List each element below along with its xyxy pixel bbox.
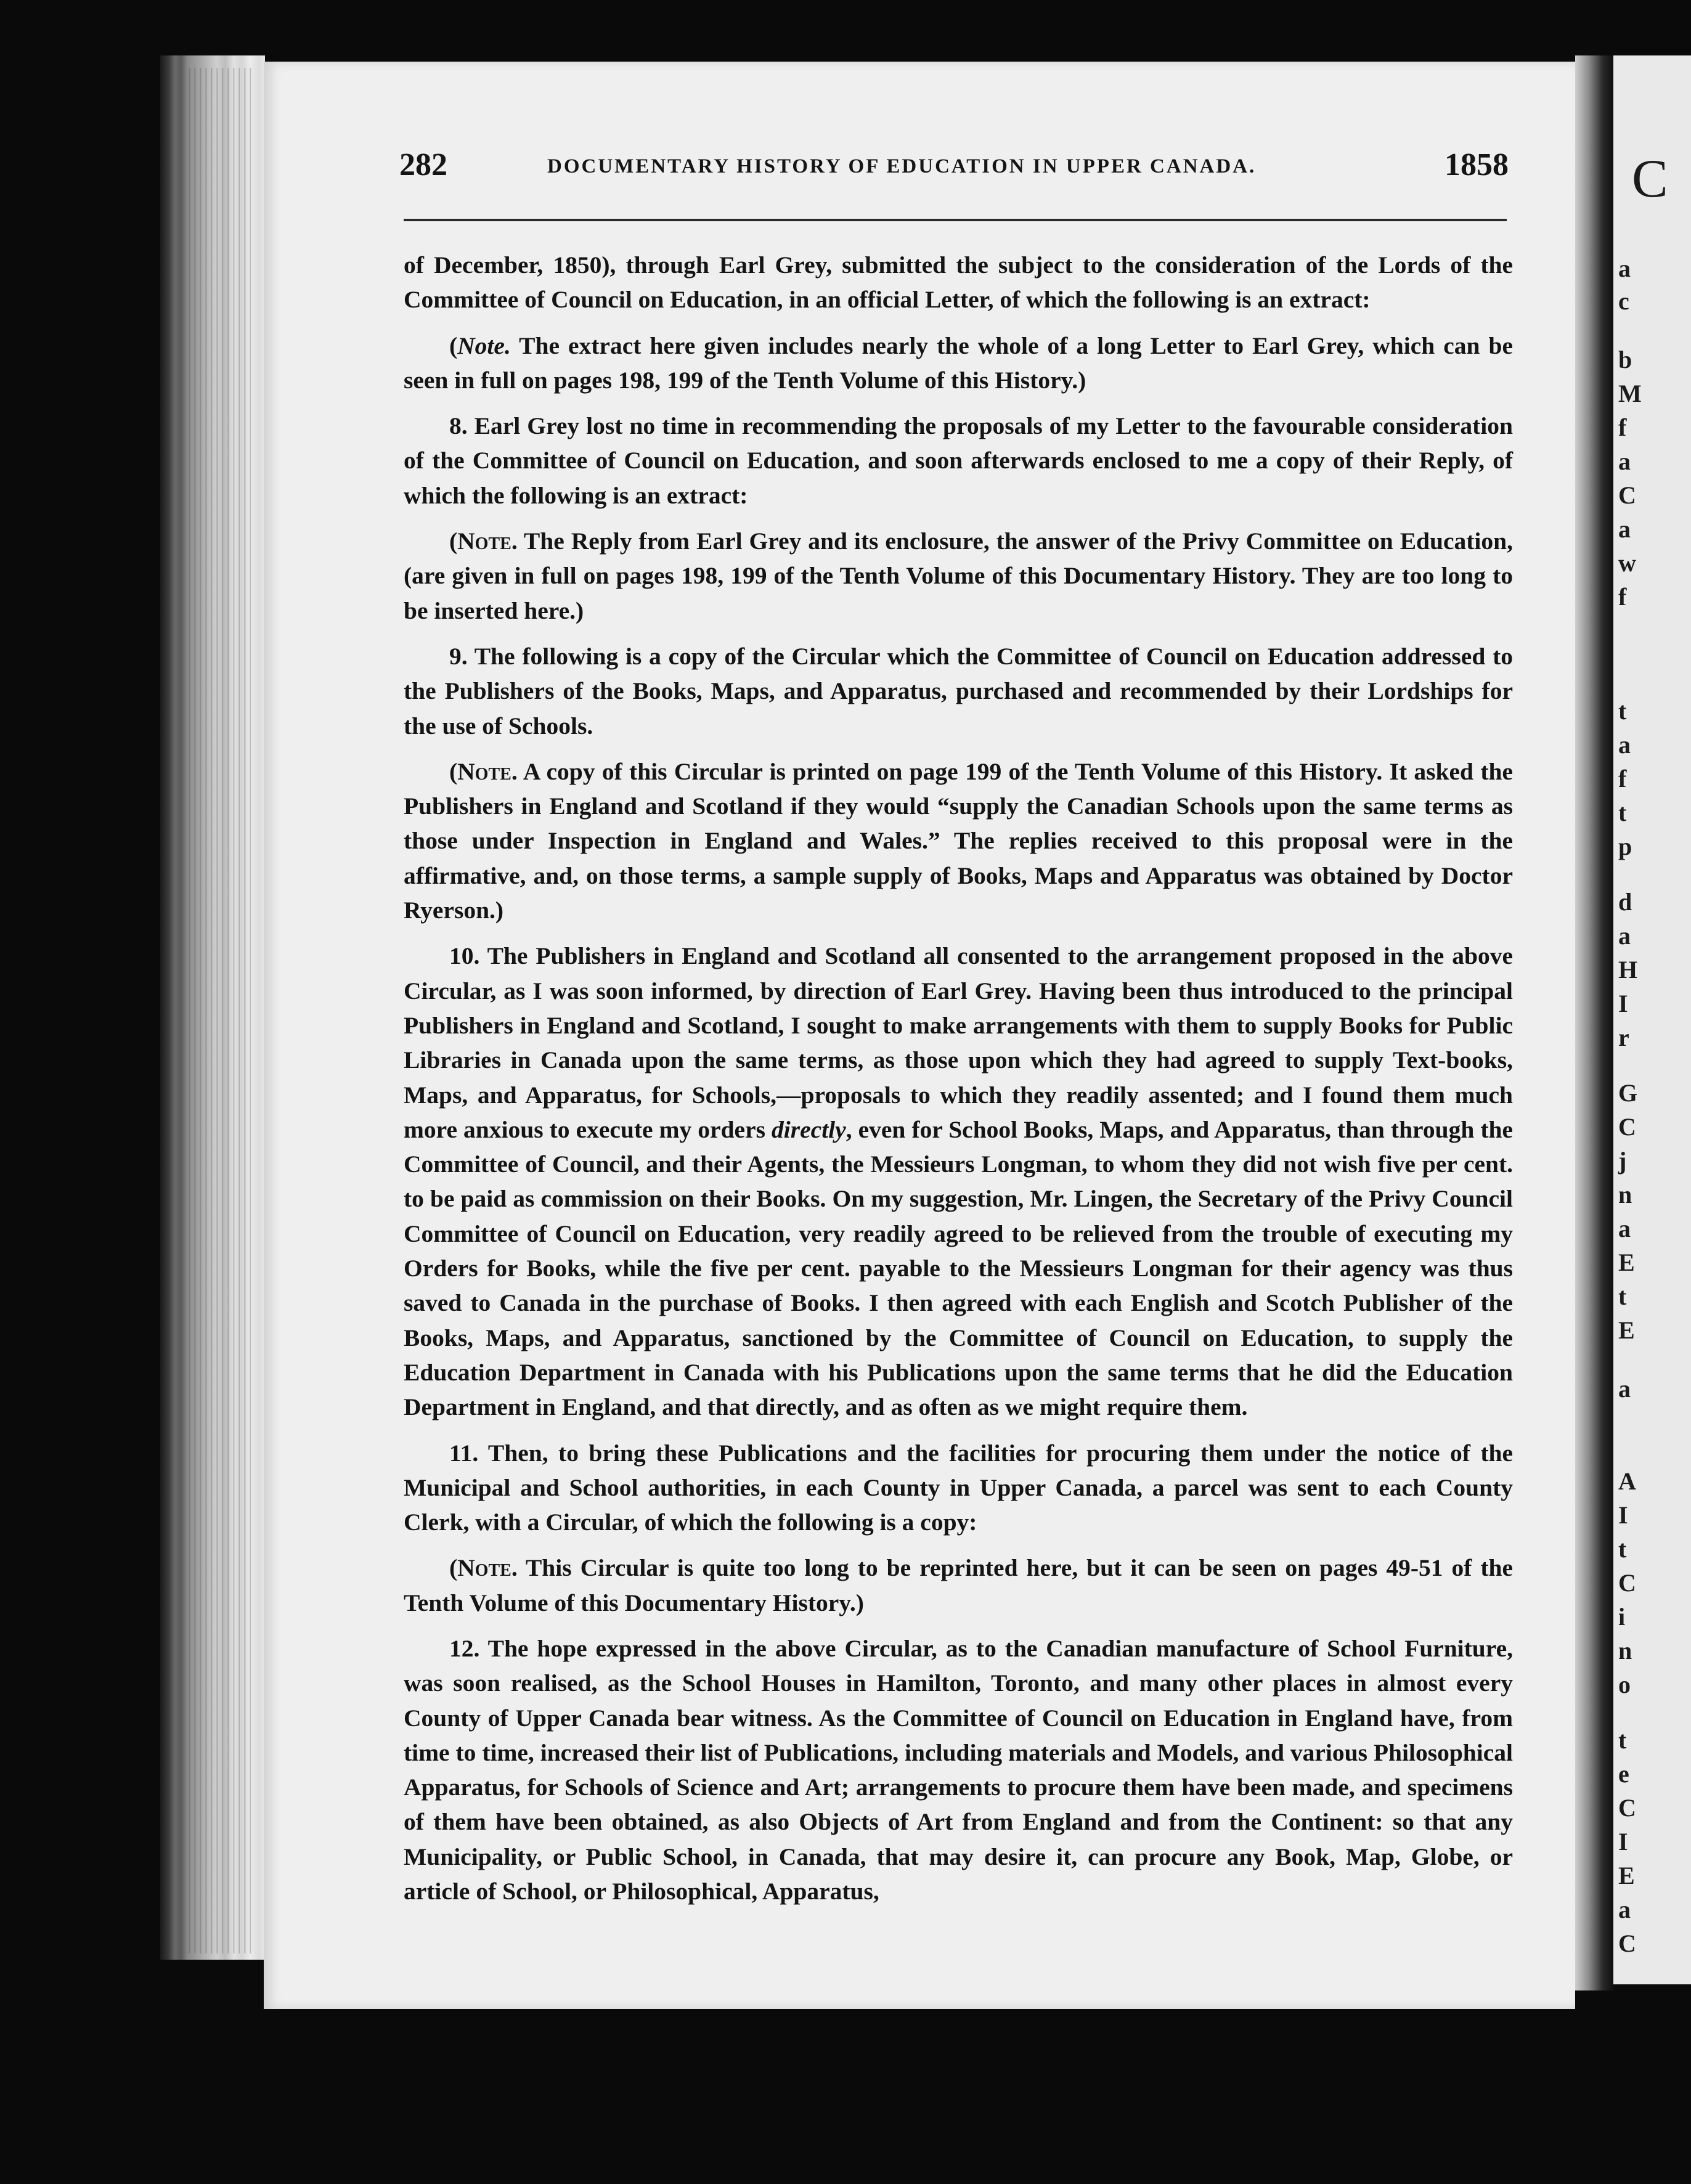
next-page-letter: a xyxy=(1618,515,1631,543)
note-text: A copy of this Circular is printed on page 199 of the Tenth Volume of this History. It asked the Publishers in England and Scotland if they would “supply the Canadian Schools upon the same terms as those under Inspection in England and Wales.” The replies received to this proposal were in the affirmative, and, on those terms, a sample supply of Books, Maps and Apparatus was obtained by Doctor Ryerson.) xyxy=(404,757,1513,924)
paragraph-text: 10. The Publishers in England and Scotland all consented to the arrangement proposed in the above Circular, as I was soon informed, by direction of Earl Grey. Having been thus introduced to the principal Publishers in England and Scotland, I sought to make arrangements with them to supply Books for Public Libraries in Canada upon the same terms, as those upon which they had agreed to supply Text-books, Maps, and Apparatus, for Schools,—proposals to which they readily assented; and I found them much more anxious to execute my orders xyxy=(404,942,1513,1143)
next-page-letter: a xyxy=(1618,922,1631,950)
note-open-paren: ( xyxy=(449,528,458,555)
next-page-letter: t xyxy=(1618,799,1627,826)
next-page-letter: t xyxy=(1618,1282,1627,1310)
next-page-letter: A xyxy=(1618,1467,1636,1495)
note-text: This Circular is quite too long to be reprinted here, but it can be seen on pages 49-51 of the Tenth Volume of this Documentary History.) xyxy=(404,1554,1513,1616)
next-page-letter: H xyxy=(1618,956,1638,984)
next-page-letter: E xyxy=(1618,1862,1635,1889)
next-page-letter: C xyxy=(1618,1794,1636,1822)
gutter-shadow xyxy=(1575,55,1615,1990)
next-page-letter: f xyxy=(1618,414,1627,441)
next-page-letter: t xyxy=(1618,1726,1627,1754)
note-label: Note. xyxy=(457,528,518,555)
note-label: Note. xyxy=(457,332,511,359)
paragraph: 8. Earl Grey lost no time in recommending the proposals of my Letter to the favourable consideration of the Committee of Council on Education, and soon afterwards enclosed to me a copy of their Reply, of which the following is an extract: xyxy=(404,412,1513,509)
next-page-letter: p xyxy=(1618,833,1632,860)
note-label: Note. xyxy=(457,1554,518,1582)
next-page-letter: G xyxy=(1618,1079,1638,1107)
note-open-paren: ( xyxy=(449,332,458,359)
next-page-letter: o xyxy=(1618,1671,1631,1698)
book-edge-lines xyxy=(185,68,253,1954)
page-number: 282 xyxy=(399,147,447,182)
next-page-letter: I xyxy=(1618,990,1628,1017)
note-text: The Reply from Earl Grey and its enclosure, the answer of the Privy Committee on Education, (are given in full on pages 198, 199 of the Tenth Volume of this Documentary History. They are too long to be inserted here.) xyxy=(404,528,1513,624)
next-page-letter: a xyxy=(1618,447,1631,475)
next-page-letter: C xyxy=(1618,1929,1636,1957)
note-paragraph xyxy=(404,754,1513,927)
next-page-letter: e xyxy=(1618,1760,1629,1788)
paragraph: 9. The following is a copy of the Circular which the Committee of Council on Education addressed to the Publishers of the Books, Maps, and Apparatus, purchased and recommended by their Lordships for the use of Schools. xyxy=(404,642,1513,740)
next-page-letter: t xyxy=(1618,697,1627,725)
next-page-letter: E xyxy=(1618,1249,1635,1276)
next-page-letter: t xyxy=(1618,1535,1627,1563)
next-page-letter: M xyxy=(1618,380,1642,407)
next-page-letter: a xyxy=(1618,731,1631,759)
running-title: DOCUMENTARY HISTORY OF EDUCATION IN UPPER CANADA. xyxy=(547,155,1257,177)
note-open-paren: ( xyxy=(449,1554,458,1582)
next-page-fragment xyxy=(1613,55,1691,1984)
next-page-letter: I xyxy=(1618,1828,1628,1856)
next-page-letter: C xyxy=(1618,481,1636,509)
next-page-letter: n xyxy=(1618,1181,1632,1208)
paragraph: 11. Then, to bring these Publications and the facilities for procuring them under the notice of the Municipal and School authorities, in each County in Upper Canada, a parcel was sent to each County Clerk, with a Circular, of which the following is a copy: xyxy=(404,1439,1513,1536)
note-open-paren: ( xyxy=(449,757,458,785)
next-page-letter: a xyxy=(1618,1215,1631,1242)
paragraph xyxy=(404,939,1513,1424)
next-page-letter: r xyxy=(1618,1024,1629,1051)
note-paragraph xyxy=(404,524,1513,628)
header-rule xyxy=(404,219,1507,221)
next-page-letter: a xyxy=(1618,1896,1631,1923)
note-label: Note. xyxy=(457,757,518,785)
running-year: 1858 xyxy=(1444,147,1509,182)
next-page-letter: I xyxy=(1618,1501,1628,1529)
next-page-letter: w xyxy=(1618,549,1636,577)
next-page-letter: c xyxy=(1618,287,1629,315)
paragraph: of December, 1850), through Earl Grey, submitted the subject to the consideration of the Lords of the Committee of Council on Education, in an official Letter, of which the following is an extract: xyxy=(404,251,1513,314)
body-text xyxy=(404,248,1513,1920)
next-page-letter: C xyxy=(1618,1113,1636,1141)
next-page-letter: i xyxy=(1618,1603,1626,1631)
next-page-letter: b xyxy=(1618,346,1632,373)
paragraph-text: , even for School Books, Maps, and Apparatus, than through the Committee of Council, and their Agents, the Messieurs Longman, to whom they did not wish five per cent. to be paid as commission on their Books. On my suggestion, Mr. Lingen, the Secretary of the Privy Council Committee of Council on Education, very readily agreed to be relieved from the trouble of executing my Orders for Books, while the five per cent. payable to the Messieurs Longman for their agency was thus saved to Canada in the purchase of Books. I then agreed with each English and Scotch Publisher of the Books, Maps, and Apparatus, sanctioned by the Committee of Council on Education, to supply the Education Department in Canada with his Publications upon the same terms that he did the Education Department in England, and that directly, and as often as we might require them. xyxy=(404,1115,1514,1421)
next-page-letter: a xyxy=(1618,255,1631,282)
next-page-letter: E xyxy=(1618,1316,1635,1344)
running-head xyxy=(399,147,1509,202)
italic-word: directly xyxy=(772,1115,846,1143)
note-paragraph xyxy=(404,328,1513,398)
next-page-big-letter: C xyxy=(1632,149,1668,209)
next-page-letter: j xyxy=(1618,1147,1627,1175)
next-page-letter: n xyxy=(1618,1637,1632,1664)
note-text: The extract here given includes nearly the whole of a long Letter to Earl Grey, which can be seen in full on pages 198, 199 of the Tenth Volume of this History.) xyxy=(404,332,1513,394)
next-page-letter: f xyxy=(1618,583,1627,611)
next-page-letter: f xyxy=(1618,765,1627,793)
next-page-letter: a xyxy=(1618,1375,1631,1403)
next-page-letter: d xyxy=(1618,888,1632,916)
next-page-letter: C xyxy=(1618,1569,1636,1597)
note-paragraph xyxy=(404,1550,1513,1620)
paragraph: 12. The hope expressed in the above Circular, as to the Canadian manufacture of School Furniture, was soon realised, as the School Houses in Hamilton, Toronto, and many other places in almost every County of Upper Canada bear witness. As the Committee of Council on Education in England have, from time to time, increased their list of Publications, including materials and Models, and various Philosophical Apparatus, for Schools of Science and Art; arrangements to procure them have been made, and specimens of them have been obtained, as also Objects of Art from England and from the Continent: so that any Municipality, or Public School, in Canada, that may desire it, can procure any Book, Map, Globe, or article of School, or Philosophical, Apparatus, xyxy=(404,1634,1513,1905)
